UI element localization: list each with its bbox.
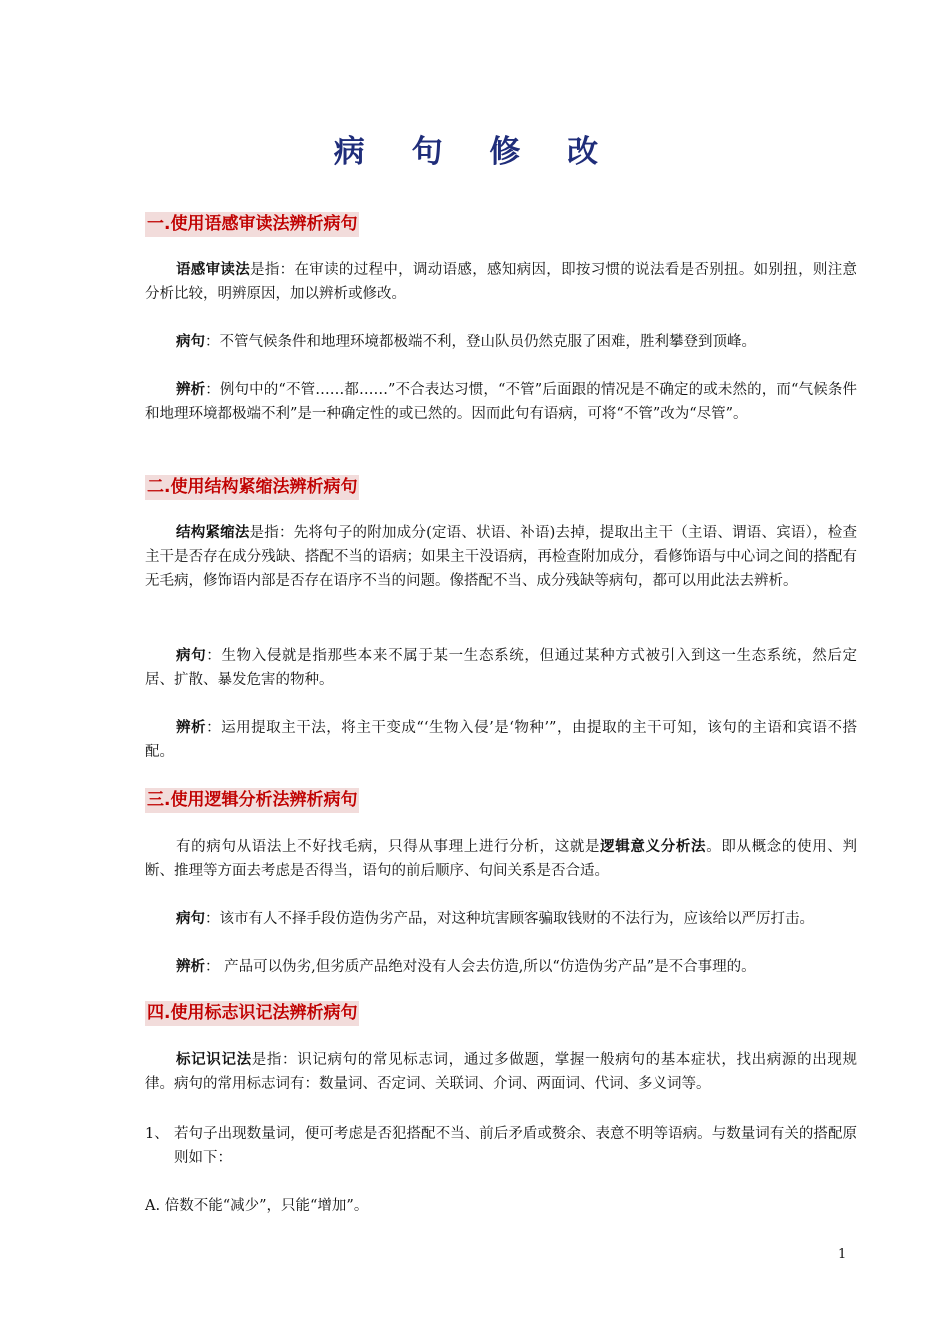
definition-text: 是指：在审读的过程中，调动语感，感知病因，即按习惯的说法看是否别扭。如别扭，则注意分析比较，明辨原因，加以辨析或修改。 [145,262,858,302]
analysis-label: 辨析 [176,719,207,736]
definition-paragraph-2 [145,521,857,593]
definition-term: 语感审读法 [176,261,251,278]
analysis-text: ：例句中的“不管……都……”不合表达习惯，“不管”后面跟的情况是不确定的或未然的，而“气候条件和地理环境都极端不利”是一种确定性的或已然的。因而此句有语病，可将“不管”改为“尽管”。 [145,382,857,422]
definition-term: 逻辑意义分析法 [600,838,707,855]
example-paragraph-3 [145,907,857,931]
definition-paragraph-1 [145,258,857,306]
numbered-list-item [145,1122,857,1170]
definition-text: 是指：先将句子的附加成分(定语、状语、补语)去掉，提取出主干（主语、谓语、宾语），检查主干是否存在成分残缺、搭配不当的语病；如果主干没语病，再检查附加成分，看修饰语与中心词之间的搭配有无毛病，修饰语内部是否存在语序不当的问题。像搭配不当、成分残缺等病句，都可以用此法去辨析。 [145,525,858,589]
list-item-number: 1、 [145,1126,169,1142]
definition-term: 结构紧缩法 [176,524,250,541]
section-heading-4: 四.使用标志识记法辨析病句 [145,1001,359,1026]
section-heading-1: 一.使用语感审读法辨析病句 [145,212,359,237]
analysis-text: ：运用提取主干法，将主干变成“‘生物入侵’是‘物种’”，由提取的主干可知，该句的主语和宾语不搭配。 [145,720,858,760]
example-label: 病句 [176,333,205,350]
definition-term: 标记识记法 [176,1051,252,1068]
example-paragraph-2 [145,644,857,692]
definition-text: 。即从概念的使用、判断、推理等方面去考虑是否得当，语句的前后顺序、句间关系是否合适。 [145,839,858,879]
example-paragraph-1 [145,330,857,354]
analysis-paragraph-1 [145,378,857,426]
definition-pre: 有的病句从语法上不好找毛病，只得从事理上进行分析，这就是 [176,839,601,855]
analysis-label: 辨析 [176,958,205,975]
example-text: ：生物入侵就是指那些本来不属于某一生态系统，但通过某种方式被引入到这一生态系统，然后定居、扩散、暴发危害的物种。 [145,648,857,688]
analysis-text: ： 产品可以伪劣,但劣质产品绝对没有人会去仿造,所以“仿造伪劣产品”是不合事理的。 [205,959,756,975]
example-label: 病句 [176,647,207,664]
sub-list-item [145,1194,857,1218]
section-heading-2: 二.使用结构紧缩法辨析病句 [145,475,359,500]
sub-item-text: A. 倍数不能“减少”，只能“增加”。 [145,1198,369,1214]
example-text: ：该市有人不择手段仿造伪劣产品，对这种坑害顾客骗取钱财的不法行为，应该给以严厉打击。 [205,911,814,927]
definition-text: 是指：识记病句的常见标志词，通过多做题，掌握一般病句的基本症状，找出病源的出现规律。病句的常用标志词有：数量词、否定词、关联词、介词、两面词、代词、多义词等。 [145,1052,858,1092]
list-item-text: 若句子出现数量词，便可考虑是否犯搭配不当、前后矛盾或赘余、表意不明等语病。与数量词有关的搭配原则如下： [174,1126,857,1166]
example-label: 病句 [176,910,205,927]
definition-paragraph-3 [145,835,857,883]
page-title: 病 句 修 改 [333,134,617,170]
analysis-label: 辨析 [176,381,206,398]
page-number: 1 [838,1247,847,1262]
analysis-paragraph-3 [145,955,857,979]
analysis-paragraph-2 [145,716,857,764]
definition-paragraph-4 [145,1048,857,1096]
example-text: ：不管气候条件和地理环境都极端不利，登山队员仍然克服了困难，胜利攀登到顶峰。 [205,334,756,350]
section-heading-3: 三.使用逻辑分析法辨析病句 [145,788,359,813]
